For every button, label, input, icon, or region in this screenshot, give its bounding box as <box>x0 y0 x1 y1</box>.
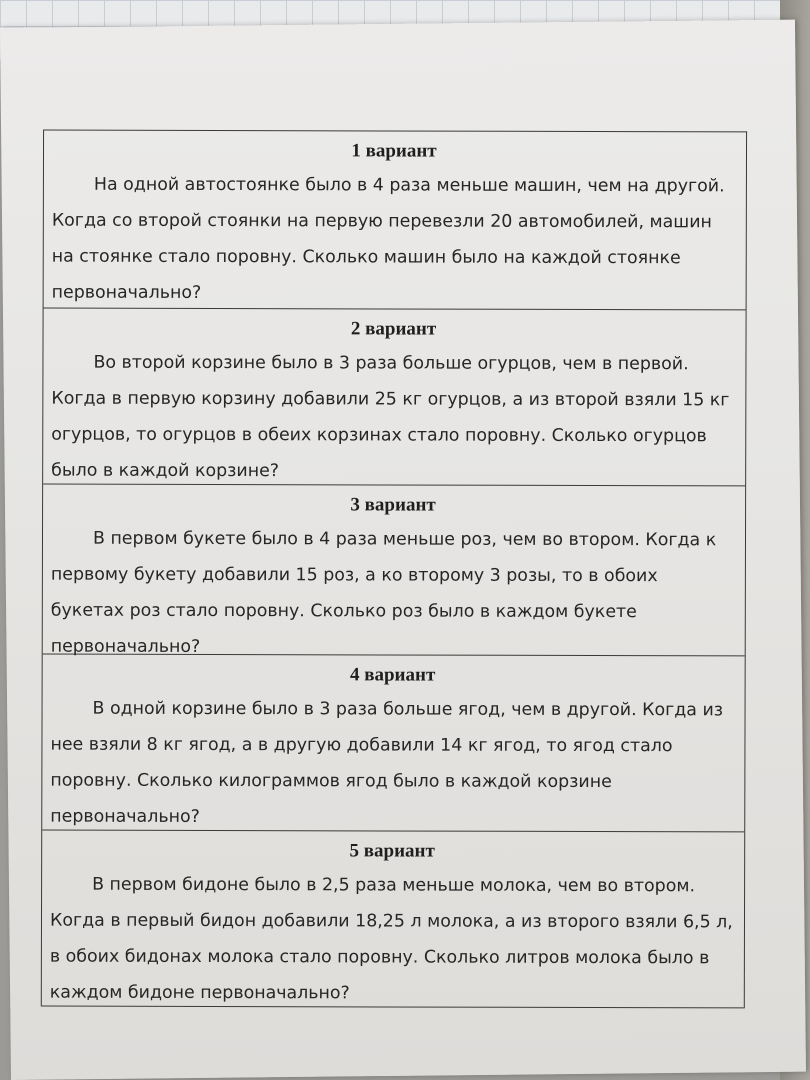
variant-4-cell <box>42 655 744 833</box>
printed-sheet <box>0 20 806 1080</box>
variant-2-cell <box>43 309 745 487</box>
variant-3-cell <box>43 485 745 657</box>
variants-table <box>41 130 747 1009</box>
variant-5-cell <box>42 831 744 1009</box>
variant-5-text: В первом бидоне было в 2,5 раза меньше молока, чем во втором. Когда в первый бидон добавили 18,25 л молока, а из второго взяли 6,5 л, в обоих бидонах молока стало поровну. Сколько литров молока было в каждом бидоне первоначально? <box>49 874 733 1004</box>
variant-3-text: В первом букете было в 4 раза меньше роз, чем во втором. Когда к первому букету добавили 15 роз, а ко второму 3 розы, то в обоих букетах роз стало поровну. Сколько роз было в каждом букете первоначально? <box>50 528 717 657</box>
variant-5-title: 5 вариант <box>349 840 435 862</box>
variant-2-title: 2 вариант <box>350 318 437 340</box>
variant-4-text: В одной корзине было в 3 раза больше ягод, чем в другой. Когда из нее взяли 8 кг ягод, а в другую добавили 14 кг ягод, то ягод стало поровну. Сколько килограммов ягод было в каждой корзине первоначально? <box>50 698 724 827</box>
variant-3-title: 3 вариант <box>350 494 436 516</box>
variant-1-cell <box>44 131 746 311</box>
variant-4-title: 4 вариант <box>349 664 436 686</box>
variant-2-text: Во второй корзине было в 3 раза больше огурцов, чем в первой. Когда в первую корзину добавили 25 кг огурцов, а из второй взяли 15 кг огурцов, то огурцов в обеих корзинах стало поровну. Сколько огурцов было в каждой корзине? <box>51 352 730 482</box>
variant-1-title: 1 вариант <box>351 140 437 162</box>
variant-1-text: На одной автостоянке было в 4 раза меньше машин, чем на другой. Когда со второй стоянки на первую перевезли 20 автомобилей, машин на стоянке стало поровну. Сколько машин было на каждой стоянке первоначально? <box>51 174 725 303</box>
